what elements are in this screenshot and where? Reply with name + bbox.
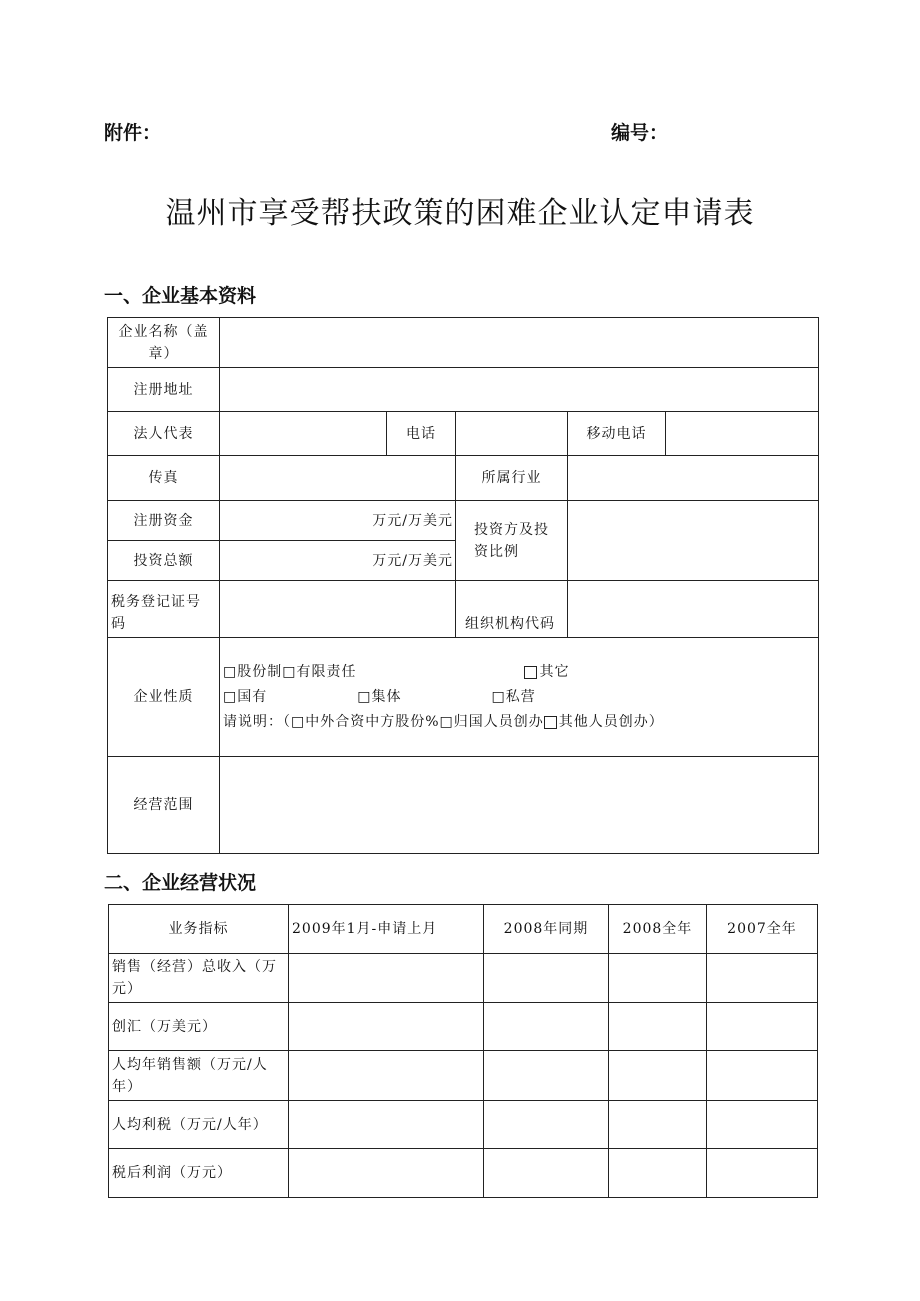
row-label-sales-per-capita: 人均年销售额（万元/人年） [108,1050,289,1101]
cell[interactable] [706,1002,818,1051]
industry-label: 所属行业 [455,455,568,501]
mobile-field[interactable] [665,411,819,456]
investor-label: 投资方及投资比例 [455,500,568,581]
tax-reg-field[interactable] [219,580,456,638]
option-limited: 有限责任 [296,664,357,680]
option-returnee: 归国人员创办 [453,714,544,730]
cell[interactable] [288,1100,484,1149]
cell[interactable] [706,1050,818,1101]
investor-field[interactable] [567,500,819,581]
cell[interactable] [483,1148,609,1198]
option-other: 其它 [539,664,570,680]
cell[interactable] [608,953,707,1003]
section2-heading: 二、企业经营状况 [104,872,257,894]
option-private: 私营 [505,689,536,705]
reg-capital-unit: 万元/万美元 [372,512,453,529]
total-invest-field[interactable] [219,540,456,581]
option-joint-stock: 股份制 [237,664,283,680]
row-label-revenue: 销售（经营）总收入（万元） [108,953,289,1003]
cell[interactable] [706,1100,818,1149]
row-label-forex: 创汇（万美元） [108,1002,289,1051]
checkbox-limited[interactable]: □ [282,664,297,680]
cell[interactable] [483,953,609,1003]
cell[interactable] [483,1100,609,1149]
cell[interactable] [288,1050,484,1101]
total-invest-unit: 万元/万美元 [372,552,453,569]
cell[interactable] [483,1002,609,1051]
checkbox-jv[interactable]: □ [291,714,306,730]
checkbox-others-founded[interactable] [544,716,557,729]
col-header-2007-full: 2007全年 [706,904,818,954]
legal-rep-label: 法人代表 [107,411,220,456]
section1-heading: 一、企业基本资料 [104,285,257,307]
tax-reg-label: 税务登记证号码 [107,580,220,638]
scope-field[interactable] [219,756,819,854]
col-header-indicator: 业务指标 [108,904,289,954]
checkbox-returnee[interactable]: □ [439,714,454,730]
col-header-2009: 2009年1月-申请上月 [288,904,484,954]
checkbox-other[interactable] [524,666,537,679]
option-others-founded: 其他人员创办） [558,714,664,730]
nature-options [219,637,819,757]
cell[interactable] [288,1148,484,1198]
row-label-tax-per-capita: 人均利税（万元/人年） [108,1100,289,1149]
checkbox-state[interactable]: □ [223,689,238,705]
cell[interactable] [288,1002,484,1051]
page-title: 温州市享受帮扶政策的困难企业认定申请表 [165,196,755,231]
number-label: 编号： [611,122,669,144]
nature-label: 企业性质 [107,637,220,757]
row-label-net-profit: 税后利润（万元） [108,1148,289,1198]
cell[interactable] [608,1050,707,1101]
address-label: 注册地址 [107,367,220,412]
option-jv: 中外合资中方股份% [305,714,440,730]
cell[interactable] [706,953,818,1003]
checkbox-private[interactable]: □ [491,689,506,705]
option-collective: 集体 [371,689,402,705]
cell[interactable] [608,1100,707,1149]
col-header-2008-same: 2008年同期 [483,904,609,954]
org-code-field[interactable] [567,580,819,638]
cell[interactable] [483,1050,609,1101]
reg-capital-field[interactable] [219,500,456,541]
cell[interactable] [706,1148,818,1198]
col-header-2008-full: 2008全年 [608,904,707,954]
fax-label: 传真 [107,455,220,501]
fax-field[interactable] [219,455,456,501]
nature-note-prefix: 请说明：（ [223,714,291,730]
company-name-label: 企业名称（盖章） [107,317,220,368]
address-field[interactable] [219,367,819,412]
checkbox-collective[interactable]: □ [357,689,372,705]
cell[interactable] [608,1148,707,1198]
cell[interactable] [288,953,484,1003]
org-code-label: 组织机构代码 [455,580,568,638]
mobile-label: 移动电话 [567,411,666,456]
industry-field[interactable] [567,455,819,501]
cell[interactable] [608,1002,707,1051]
option-state: 国有 [237,689,268,705]
total-invest-label: 投资总额 [107,540,220,581]
checkbox-joint-stock[interactable]: □ [223,664,238,680]
phone-label: 电话 [386,411,456,456]
scope-label: 经营范围 [107,756,220,854]
reg-capital-label: 注册资金 [107,500,220,541]
company-name-field[interactable] [219,317,819,368]
legal-rep-field[interactable] [219,411,387,456]
phone-field[interactable] [455,411,568,456]
attachment-label: 附件： [104,122,162,144]
